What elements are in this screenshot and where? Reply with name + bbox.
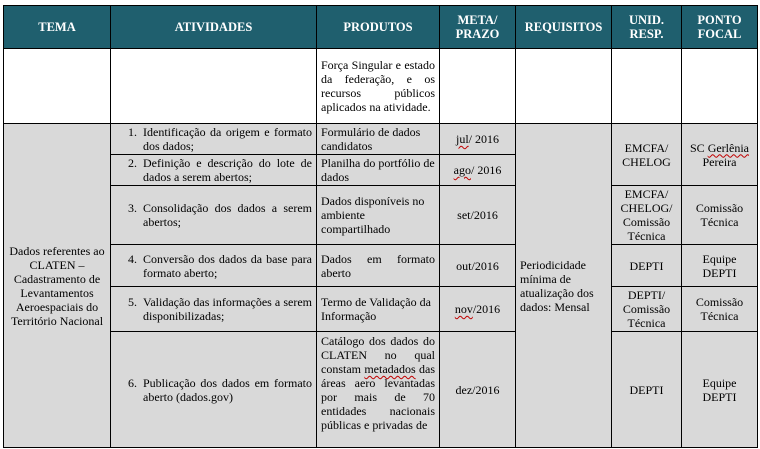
table-row	[4, 186, 758, 245]
cell-produto: Termo de Validação da Informação	[317, 287, 440, 332]
header-row	[4, 6, 758, 49]
produto-part-b: metadados	[364, 362, 416, 376]
cell-meta	[440, 155, 516, 186]
cell-produto	[317, 332, 440, 448]
cell-atividade	[111, 245, 317, 287]
cell-ponto-focal	[682, 124, 758, 186]
activity-text: Identificação da origem e formato dos dados;	[143, 125, 312, 153]
header-tema: TEMA	[4, 6, 111, 49]
produto-part-a: Catálogo dos dados do CLATEN no qual constam	[321, 334, 435, 376]
cell-unid-resp: EMCFA/ CHELOG/ Comissão Técnica	[612, 186, 682, 245]
ponto-part-b: Gerlênia	[707, 140, 749, 155]
header-unid-line2: RESP.	[629, 27, 664, 41]
activity-text: Validação das informações a serem disponibilizadas;	[143, 295, 312, 323]
header-requisitos: REQUISITOS	[516, 6, 612, 49]
table-row	[4, 332, 758, 448]
table-row	[4, 245, 758, 287]
cell-unid-resp: DEPTI	[612, 245, 682, 287]
activity-number: 2.	[128, 156, 137, 170]
activity-text: Definição e descrição do lote de dados a serem abertos;	[143, 156, 312, 184]
meta-month: nov	[454, 302, 473, 316]
cell-meta-empty	[440, 49, 516, 124]
header-meta-prazo	[440, 6, 516, 49]
header-ponto-line2: FOCAL	[697, 27, 742, 41]
cell-requisitos: Periodicidade mínima de atualização dos dados: Mensal	[516, 124, 612, 448]
cell-requisitos-empty	[516, 49, 612, 124]
cell-meta	[440, 287, 516, 332]
cell-produto: Planilha do portfólio de dados	[317, 155, 440, 186]
meta-month: jul	[455, 132, 469, 146]
cell-produto: Dados disponíveis no ambiente compartilhado	[317, 186, 440, 245]
meta-year: / 2016	[470, 163, 502, 177]
header-ponto-focal	[682, 6, 758, 49]
cell-ponto-focal: Comissão Técnica	[682, 186, 758, 245]
activity-number: 4.	[128, 251, 137, 266]
meta-year: / 2016	[468, 132, 499, 146]
cell-meta: out/2016	[440, 245, 516, 287]
cell-meta: dez/2016	[440, 332, 516, 448]
header-meta-line2: PRAZO	[455, 27, 500, 41]
cell-ponto-focal: Comissão Técnica	[682, 287, 758, 332]
activity-number: 3.	[128, 201, 137, 215]
meta-year: /2016	[472, 302, 501, 316]
cell-atividade	[111, 124, 317, 155]
cell-atividade	[111, 186, 317, 245]
cell-atividade	[111, 332, 317, 448]
ponto-part-c: Pereira	[702, 154, 737, 169]
header-ponto-line1: PONTO	[697, 13, 742, 27]
cell-produto: Formulário de dados candidatos	[317, 124, 440, 155]
cell-atividade	[111, 287, 317, 332]
cell-atividade	[111, 155, 317, 186]
cell-meta	[440, 124, 516, 155]
cell-produto-continuation: Força Singular e estado da federação, e os recursos públicos aplicados na atividade.	[317, 49, 440, 124]
header-unid-line1: UNID.	[628, 13, 665, 27]
activity-text: Publicação dos dados em formato aberto (dados.gov)	[143, 375, 312, 404]
activity-text: Conversão dos dados da base para formato aberto;	[143, 251, 312, 280]
activity-number: 6.	[128, 375, 137, 390]
table-row-continuation	[4, 49, 758, 124]
activity-text: Consolidação dos dados a serem abertos;	[143, 201, 312, 229]
produto-clip	[321, 334, 435, 446]
cell-ponto-focal: Equipe DEPTI	[682, 245, 758, 287]
header-atividades: ATIVIDADES	[111, 6, 317, 49]
meta-month: ago	[453, 163, 471, 177]
cell-unid-resp: EMCFA/ CHELOG	[612, 124, 682, 186]
table-row	[4, 124, 758, 155]
cell-unid-empty	[612, 49, 682, 124]
ponto-part-a: SC	[690, 140, 708, 155]
action-plan-table	[3, 5, 758, 448]
produto-part-c: das áreas aero levantadas por mais de 70 entidades nacionais públicas e privadas de	[321, 362, 435, 432]
cell-ponto-focal: Equipe DEPTI	[682, 332, 758, 448]
header-unid-resp	[612, 6, 682, 49]
table-row	[4, 287, 758, 332]
header-produtos: PRODUTOS	[317, 6, 440, 49]
cell-meta: set/2016	[440, 186, 516, 245]
cell-unid-resp: DEPTI	[612, 332, 682, 448]
activity-number: 1.	[128, 125, 137, 139]
cell-atividade-empty	[111, 49, 317, 124]
cell-tema: Dados referentes ao CLATEN – Cadastramento de Levantamentos Aeroespaciais do Território Nacional	[4, 124, 111, 448]
header-meta-line1: META/	[457, 13, 498, 27]
activity-number: 5.	[128, 295, 137, 309]
cell-unid-resp: DEPTI/ Comissão Técnica	[612, 287, 682, 332]
cell-ponto-empty	[682, 49, 758, 124]
cell-produto: Dados em formato aberto	[317, 245, 440, 287]
cell-tema-empty	[4, 49, 111, 124]
